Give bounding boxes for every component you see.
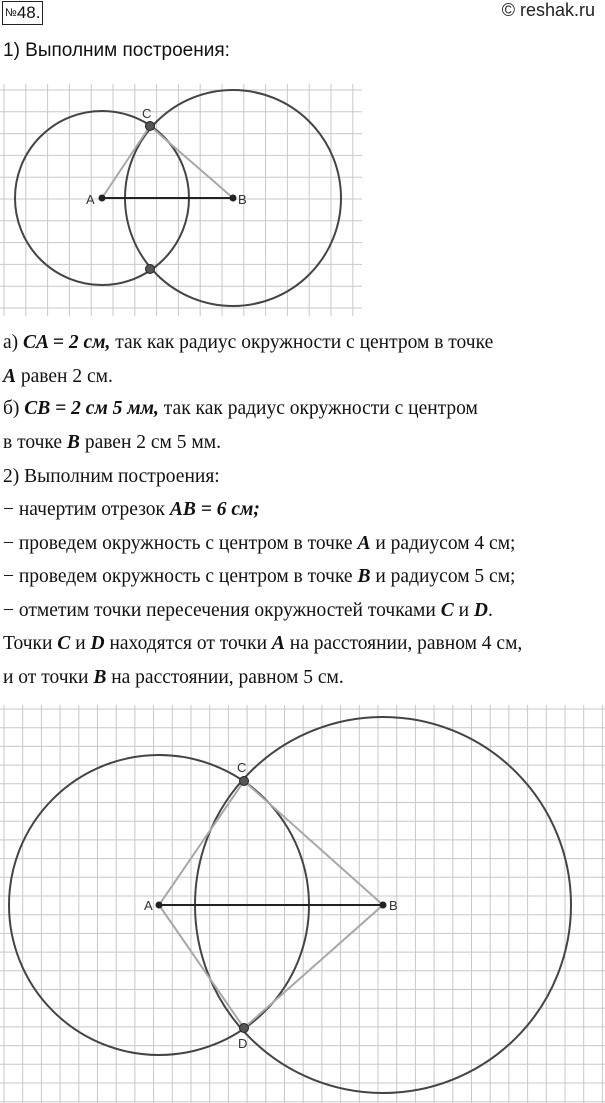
figure2-segment-db: [244, 905, 383, 1028]
figure1-label-b: B: [238, 192, 247, 207]
formula-cb: CB = 2 см 5 мм,: [24, 398, 159, 419]
part2-step4: − отметим точки пересечения окружностей точками C и D.: [3, 600, 493, 621]
figure2-point-c: [240, 777, 249, 786]
figure1-label-c: C: [142, 106, 152, 121]
task-number-badge: №48.: [2, 1, 43, 25]
figure2-segment-cb: [244, 781, 383, 905]
site-copyright: © reshak.ru: [501, 0, 595, 20]
figure2: [0, 705, 605, 1103]
figure2-segment-ad: [159, 905, 244, 1028]
figure2-label-a: A: [144, 898, 153, 913]
part1-line-b2: в точке B равен 2 см 5 мм.: [3, 432, 221, 453]
part1-title: 1) Выполним построения:: [3, 40, 230, 61]
part1-line-a: а) CA = 2 см, так как радиус окружности с центром в точке: [3, 332, 494, 353]
figure1: [0, 84, 362, 316]
figure2-point-d: [240, 1024, 249, 1033]
part2-step1: − начертим отрезок AB = 6 см;: [3, 499, 260, 520]
figure1-point-lower: [146, 265, 155, 274]
figure2-point-a: [156, 902, 163, 909]
figure2-label-d: D: [238, 1036, 248, 1051]
figure1-point-c: [146, 122, 155, 131]
task-number: 48.: [16, 3, 41, 22]
part2-title: 2) Выполним построения:: [3, 466, 220, 487]
figure2-label-c: C: [237, 760, 247, 775]
figure1-point-b: [230, 195, 237, 202]
part2-conclusion1: Точки C и D находятся от точки A на расстоянии, равном 4 см,: [3, 633, 523, 654]
figure1-point-a: [99, 195, 106, 202]
figure1-label-a: A: [86, 192, 95, 207]
part2-conclusion2: и от точки B на расстоянии, равном 5 см.: [3, 667, 344, 688]
figure2-label-b: B: [389, 898, 398, 913]
part1-line-a2: A равен 2 см.: [3, 366, 113, 387]
formula-ca: CA = 2 см,: [23, 332, 111, 353]
part1-line-b: б) CB = 2 см 5 мм, так как радиус окружности с центром: [3, 398, 478, 419]
figure1-segment-cb: [150, 126, 233, 198]
figure2-segment-ac: [159, 781, 244, 905]
part2-step3: − проведем окружность с центром в точке B и радиусом 5 см;: [3, 566, 516, 587]
figure2-point-b: [380, 902, 387, 909]
part2-step2: − проведем окружность с центром в точке A и радиусом 4 см;: [3, 533, 516, 554]
